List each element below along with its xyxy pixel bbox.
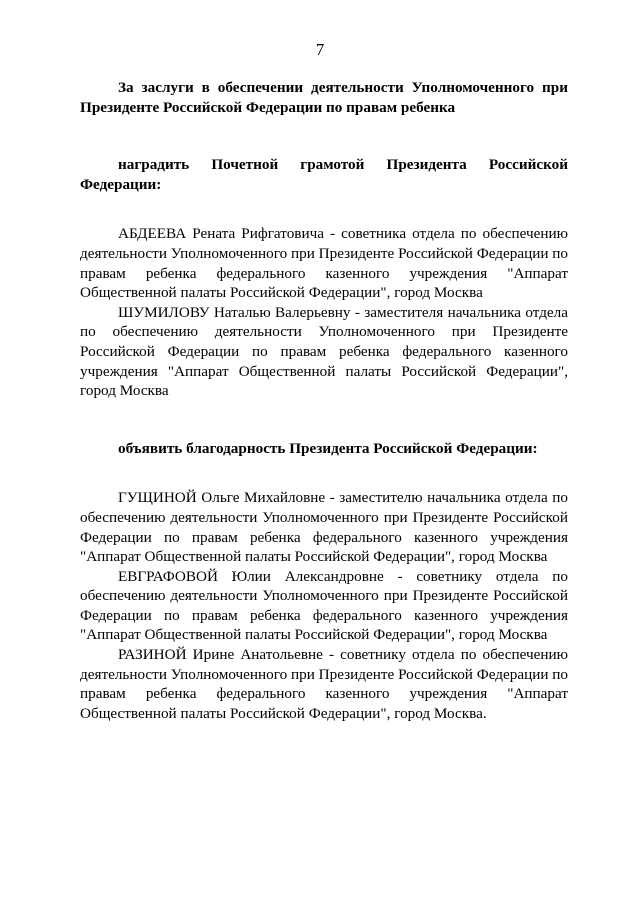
certificate-recipient: ШУМИЛОВУ Наталью Валерьевну - заместителя начальника отдела по обеспечению деятельности Уполномоченного при Президенте Российской Федерации по правам ребенка федерального казенного учреждения "Аппарат Общественной палаты Российской Федерации", город Москва [80,303,568,400]
spacer [80,458,568,488]
spacer [80,194,568,224]
gratitude-heading: объявить благодарность Президента Российской Федерации: [118,439,538,457]
award-certificate-heading: наградить Почетной грамотой Президента Российской Федерации: [80,156,568,193]
gratitude-recipient: РАЗИНОЙ Ирине Анатольевне - советнику отдела по обеспечению деятельности Уполномоченного при Президенте Российской Федерации по правам ребенка федерального казенного учреждения "Аппарат Общественной палаты Российской Федерации", город Москва. [80,646,568,722]
spacer [80,117,568,155]
certificate-recipient: АБДЕЕВА Рената Рифгатовича - советника отдела по обеспечению деятельности Уполномоченного при Президенте Российской Федерации по правам ребенка федерального казенного учреждения "Аппарат Общественной палаты Российской Федерации", город Москва [80,225,568,302]
page-number: 7 [315,40,325,59]
spacer [80,401,568,439]
gratitude-recipient: ЕВГРАФОВОЙ Юлии Александровне - советнику отдела по обеспечению деятельности Уполномоченного при Президенте Российской Федерации по правам ребенка федерального казенного учреждения "Аппарат Общественной палаты Российской Федерации", город Москва [80,567,568,644]
section-heading: За заслуги в обеспечении деятельности Уполномоченного при Президенте Российской Федерации по правам ребенка [80,79,568,116]
document-body [80,78,568,723]
gratitude-recipient: ГУЩИНОЙ Ольге Михайловне - заместителю начальника отдела по обеспечению деятельности Уполномоченного при Президенте Российской Федерации по правам ребенка федерального казенного учреждения "Аппарат Общественной палаты Российской Федерации", город Москва [80,489,568,566]
